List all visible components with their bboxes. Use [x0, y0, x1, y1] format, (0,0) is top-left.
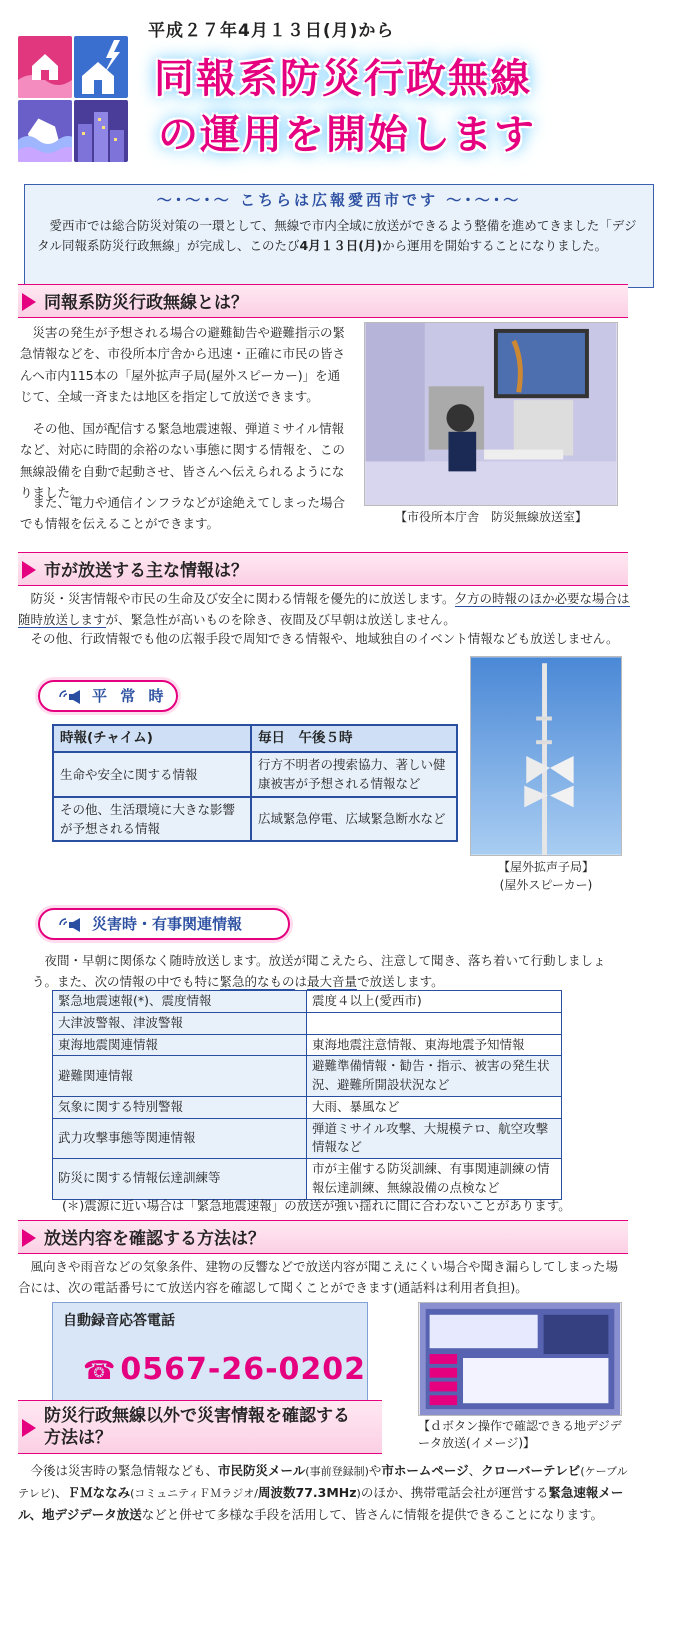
section2-paragraph-1: [18, 588, 630, 631]
speaker-caption-1: 【屋外拡声子局】: [497, 860, 594, 874]
intro-text-end: から運用を開始することになりました。: [382, 238, 608, 254]
phone-number[interactable]: [83, 1347, 366, 1394]
table-cell: 生命や安全に関する情報: [53, 752, 251, 797]
text-span: などと併せて多様な手段を活用して、皆さんに情報を提供できることになります。: [141, 1506, 604, 1522]
heading-line-1: 防災行政無線以外で災害情報を確認する: [44, 1406, 350, 1426]
table-row: [53, 1118, 562, 1159]
section-heading-text: 放送内容を確認する方法は？: [44, 1229, 265, 1249]
start-date: 平成２７年4月１３日(月)から: [148, 21, 395, 41]
section-heading-text: 市が放送する主な情報は？: [44, 561, 248, 581]
section2-paragraph-2: その他、行政情報でも他の広報手段で周知できる情報や、地域独自のイベント情報なども放送しません。: [30, 631, 619, 646]
bold-text: 緊急速報メール、地デジデータ放送: [18, 1484, 624, 1522]
table-cell: 行方不明者の捜索協力、著しい健康被害が予想される情報など: [251, 752, 457, 797]
underlined-text: 最大音量: [307, 974, 358, 990]
bold-text: 市ホームページ: [381, 1463, 469, 1478]
text-span: 夜間・早朝に関係なく随時放送します。放送が聞こえたら、注意して聞き、落ち着いて行動しましょう。また、次の情報の中でも特に: [32, 953, 606, 990]
table-cell: 東海地震注意情報、東海地震予知情報: [307, 1034, 562, 1056]
outdoor-speaker-photo: [470, 656, 622, 856]
table-cell: 広域緊急停電、広域緊急断水など: [251, 797, 457, 842]
triangle-bullet-icon: [22, 1229, 36, 1247]
table-row: [53, 1096, 562, 1118]
section-heading-confirm: [18, 1220, 628, 1254]
table-cell: 震度４以上(愛西市): [307, 991, 562, 1013]
disaster-table: [52, 990, 562, 1200]
normal-time-text: 平 常 時: [92, 687, 168, 705]
table-cell: 緊急地震速報(*)、震度情報: [53, 991, 307, 1013]
table-cell: 大雨、暴風など: [307, 1096, 562, 1118]
speaker-icon: [58, 689, 86, 705]
section1-paragraph-1: 災害の発生が予想される場合の避難勧告や避難指示の緊急情報などを、市役所本庁舎から迅速・正確に市民の皆さんへ市内115本の「屋外拡声子局(屋外スピーカー)」を通じて、全域一斉または地区を指定して放送できます。: [20, 325, 346, 404]
text-span: 防災・災害情報や市民の生命及び安全に関わる情報を優先的に放送します。: [30, 591, 455, 606]
photo-caption-broadcast-room: 【市役所本庁舎 防災無線放送室】: [394, 510, 587, 524]
lightning-house-icon: [74, 36, 128, 98]
page-title-line-2: の運用を開始します: [158, 112, 536, 158]
table-cell: 大津波警報、津波警報: [53, 1012, 307, 1034]
page-title-line-1: 同報系防災行政無線: [154, 56, 532, 102]
table-cell: 武力攻撃事態等関連情報: [53, 1118, 307, 1159]
triangle-bullet-icon: [22, 1419, 36, 1437]
triangle-bullet-icon: [22, 293, 36, 311]
section3-paragraph: 風向きや雨音などの気象条件、建物の反響などで放送内容が聞こえにくい場合や聞き漏らしてしまった場合には、次の電話番号にて放送内容を確認して聞くことができます(通話料は利用者負担)。: [18, 1259, 619, 1296]
section-heading-text: 同報系防災行政無線とは？: [44, 293, 248, 313]
tv-data-broadcast-image: [418, 1302, 622, 1416]
table-cell: 時報(チャイム): [53, 725, 251, 752]
text-span: や: [368, 1463, 382, 1478]
table-row: [53, 1159, 562, 1200]
section4-paragraph: [18, 1460, 630, 1526]
phone-number-text: 0567-26-0202: [120, 1352, 367, 1387]
table-cell: 東海地震関連情報: [53, 1034, 307, 1056]
table-cell: 毎日 午後５時: [251, 725, 457, 752]
disaster-time-text: 災害時・有事関連情報: [92, 915, 243, 933]
earthquake-note: (＊)震源に近い場合は「緊急地震速報」の放送が強い揺れに間に合わないことがあります。: [62, 1198, 571, 1213]
flood-icon: [18, 100, 72, 162]
disaster-paragraph: [32, 950, 628, 993]
header: [0, 0, 683, 180]
small-text: (ケーブルテレビ): [18, 1465, 628, 1500]
table-row: [53, 797, 457, 842]
section-heading-other-methods: [18, 1400, 382, 1454]
table-row: [53, 752, 457, 797]
intro-heading: ～･～･～ こちらは広報愛西市です ～･～･～: [156, 191, 522, 209]
table-cell: [307, 1012, 562, 1034]
hazard-icon-grid: [18, 36, 128, 162]
bold-text: 市民防災メール: [218, 1463, 306, 1478]
intro-body: [37, 216, 641, 256]
text-span: が、緊急性が高いものを除き、夜間及び早朝は放送しません。: [105, 612, 456, 628]
triangle-bullet-icon: [22, 561, 36, 579]
tv-caption: 【ｄボタン操作で確認できる地デジデータ放送(イメージ)】: [418, 1419, 622, 1451]
text-span: 今後は災害時の緊急情報なども、: [30, 1463, 219, 1478]
table-row: [53, 725, 457, 752]
table-row: [53, 1034, 562, 1056]
telephone-icon: ☎: [83, 1356, 117, 1386]
section-heading-what-is: [18, 284, 628, 318]
section-heading-main-info: [18, 552, 628, 586]
intro-text: 愛西市では総合防災対策の一環として、無線で市内全域に放送ができるよう整備を進めてきました「デジタル同報系防災行政無線」が完成し、このたび: [37, 218, 637, 254]
phone-box: [52, 1302, 368, 1402]
small-text: (コミュニティＦＭラジオ/: [130, 1486, 259, 1500]
text-span: は: [294, 974, 308, 990]
phone-label: 自動録音応答電話: [63, 1313, 175, 1329]
underlined-text: 緊急的なもの: [219, 974, 295, 990]
text-span: で放送します。: [357, 974, 444, 990]
night-city-icon: [74, 100, 128, 162]
intro-date: 4月１３日(月): [299, 238, 383, 254]
table-cell: 避難関連情報: [53, 1056, 307, 1097]
speaker-caption-2: (屋外スピーカー): [499, 878, 593, 892]
table-cell: 防災に関する情報伝達訓練等: [53, 1159, 307, 1200]
disaster-time-label: [38, 908, 290, 940]
text-span: のほか、携帯電話会社が運営する: [360, 1484, 549, 1500]
speaker-icon: [58, 917, 86, 933]
underlined-text: 夕方の時報のほか必要な場合は随時放送します: [18, 591, 630, 628]
small-text: (事前登録制): [305, 1465, 369, 1478]
table-cell: 避難準備情報・勧告・指示、被害の発生状況、避難所開設状況など: [307, 1056, 562, 1097]
bold-text: 周波数77.3MHz: [258, 1484, 357, 1500]
normal-time-label: [38, 680, 178, 712]
text-span: 、: [55, 1484, 68, 1500]
heading-line-2: 方法は？: [44, 1428, 112, 1449]
broadcast-room-photo: [364, 322, 618, 506]
storm-house-icon: [18, 36, 72, 98]
table-row: [53, 1056, 562, 1097]
section-heading-text: [44, 1405, 350, 1449]
bold-text: クローバーテレビ: [481, 1463, 581, 1478]
text-span: 、: [468, 1463, 482, 1478]
table-cell: 弾道ミサイル攻撃、大規模テロ、航空攻撃情報など: [307, 1118, 562, 1159]
table-cell: 市が主催する防災訓練、有事関連訓練の情報伝達訓練、無線設備の点検など: [307, 1159, 562, 1200]
normal-time-table: [52, 724, 458, 842]
bold-text: ＦＭななみ: [67, 1484, 131, 1500]
table-cell: 気象に関する特別警報: [53, 1096, 307, 1118]
table-cell: その他、生活環境に大きな影響が予想される情報: [53, 797, 251, 842]
table-row: [53, 991, 562, 1013]
table-row: [53, 1012, 562, 1034]
intro-box: [24, 184, 654, 288]
section1-paragraph-2: その他、国が配信する緊急地震速報、弾道ミサイル情報など、対応に時間的余裕のない事態に関する情報を、この無線設備を自動で起動させ、皆さんへ伝えられるようになりました。: [20, 421, 346, 500]
section1-paragraph-3: また、電力や通信インフラなどが途絶えてしまった場合でも情報を伝えることができます。: [20, 495, 346, 532]
small-text: ): [356, 1486, 361, 1500]
